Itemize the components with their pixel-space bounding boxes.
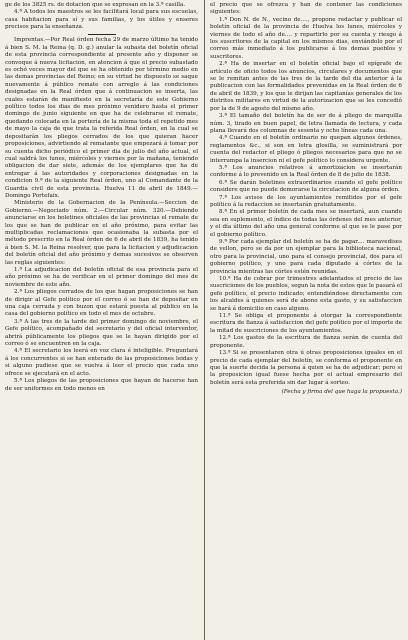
paragraph: 10.ª Ha de cobrar por trimestres adelantados el precio de las suscriciones de los pueblos, segun la nota de estos que le pasará el gefe político, el precio indicado; entendiéndose directamente con los alcaldes á quienes será de abono esta gasto, y su satisfaccion se hará á domicilio en caso alguno. xyxy=(210,276,402,312)
paragraph: 4.ª Cuando en el boletín ordinario no quepan algunos órdenes, reglamentos &c., si son en letra glosilla, se suministrará por cuenta del redactor el pliego ó pliegos necesarios para que no se interrumpa la insercion ni el gefe político lo considera urgente. xyxy=(210,135,402,164)
paragraph: el precio que se ofrezca y han de contener las condiciones siguientes: xyxy=(210,2,402,16)
paragraph: 2.ª Ha de insertar en el boletín oficial bajo el epígrafe de artículo de oficio todos los anuncios, circulares y documentos que se le remitan antes de las tres de la tarde del dia anterior á la publicacion con las formalidades prevenidas en la Real órden de 6 de abril de 1839, y los que le dirijan las capitanías generales de los distritos militares en virtud de la autorizacion que se les concedió por la de 9 de agosto del mismo año. xyxy=(210,61,402,112)
paragraph: 4.ª A todos los maestros se les facilitará local para sus escuelas, casa habitacion para sí y sus familias, y los útiles y enseres precisos para la enseñanza. xyxy=(5,9,198,31)
paragraph: 13.ª Si se presentaren otra ú otras proposiciones iguales en el precio de cada ejemplar del boletín, se conforma el proponente en que la suerte decida la persona á quien se ha de adjudicar; pero si la proposicion igual fuese hecha por el actual empresario del boletín será esta preferida sin dar lugar á sorteo. xyxy=(210,350,402,386)
paragraph: 6.ª Se darán boletines extraordinarios cuando el gefe político considere que no puede demorarse la circulacion de alguna órden. xyxy=(210,179,402,194)
paragraph: Imprentas.—Por Real órden fecha 29 de marzo último ha tenido á bien S. M. la Reina (q. D. g.) anular la subasta del boletín oficial de esta provincia correspondiente al presente año y disponer se convoque á nueva licitacion, en atencion á que el precio subastado es ochó veces mayor del que se ha obtenido por término medio en las demas provincias del Reino; en su virtud he dispuesto se saque nuevamente á público remate con arreglo á las condiciones designadas en la Real órden que á continuacion se inserta, las cuales estarán de manifiesto en la secretaría de este Gobierno político todos los dias de mes próximo venidero hasta el primer domingo de junio siguiente en que ha de celebrarse el remate, quedando colocada en la portería de la misma toda el repetido mes de mayo la caja de que trata la referida Real órden, en la cual se depositarán los pliegos cerrados de los que quieran hacer proposiciones, advirtiendo al rematante que empezará á tomar por su cuenta dicho periódico el primer dia de julio del año actual, el cual saldrá los lunes, miércoles y viernes por la mañana, teniendo obligacion de dar siete, además de los ejemplares que ha de entregar á las autoridades y corporaciones designadas en la condicion 9.ª de la siguiente Real órden, uno al Comandante de la Guardia civil de esta provincia. Huelva 11 de abril de 1849.—Domingo Portefaix. xyxy=(5,37,198,199)
left-column xyxy=(5,2,198,393)
closing-signature-line: (Fecha y firma del que haga la propuesta.) xyxy=(281,389,402,396)
paragraph: 1.ª Don N. de N., vecino de...., propone redactar y publicar el boletín oficial de la provincia de Huelva los lunes, miércoles y viernes de todo el año de.... y repartirlo por su cuenta y riesgo á los suscritores de la capital en los mismos dias, enviándolo por el correo más inmediato á los publicarse á los demas pueblos y suscritores. xyxy=(210,16,402,60)
paragraph: 11.ª Se obliga el proponente á otorgar la correspondiente escritura de fianza á satisfaccion del gefe político por el importe de la mitad de suscriciones de los ayuntamientos. xyxy=(210,313,402,334)
section-separator xyxy=(88,34,116,35)
paragraph: 3.ª El tamaño del boletín ha de ser de á pliego de marquilla núm. 3, tirado en buen papel, de letra llamada de lectura, y cada plana llevará dos columnas de sesenta y ocho líneas cada una. xyxy=(210,113,402,134)
paragraph: 8.ª En el primer boletín de cada mes se insertará, aun cuando sea en suplemento, el índice de todas las órdenes del mes anterior, y el día último del año una general conforme al que se le pase por el gobierno político. xyxy=(210,209,402,238)
paragraph: 12.ª Los gastos de la escritura de fianza serán de cuenta del proponente. xyxy=(210,335,402,349)
paragraph: 3.ª A las tres de la tarde del primer domingo de noviembre, el Gefe político, acompañado del secretario y del oficial interventor, abrirá públicamente los pliegos que se le hayan dirigido por el correo ó se encuentren en la caja. xyxy=(5,318,198,348)
paragraph: 1.ª La adjudicacion del boletín oficial de esa provincia para el año próximo se ha de verificar en el primer domingo del mes de noviembre de este año. xyxy=(5,267,198,288)
column-divider xyxy=(204,0,205,640)
paragraph: 5.ª Los pliegos de las proposiciones que hayan de hacerse han de ser uniformes en todo menos en xyxy=(5,378,198,392)
paragraph: Ministerio de la Gobernacion de la Península.—Seccion de Gobierno.—Negociado núm. 2.—Circular núm. 320.—Debiendo anunciarse en los boletines oficiales de las provincias el remate de los que se han de publicar en el año próximo, para evitar las multiplicadas reclamaciones que ocasionaba la subasta por el método prescrito en la Real órden de 6 de abril de 1839, ha tenido á bien S. M. la Reina resolver, que para la licitacion y adjudicacion del boletín oficial del año próximo y demas sucesivos se observen las reglas siguientes: xyxy=(5,200,198,266)
paragraph: 4.ª El secretario los leerá en voz clara é inteligible. Preguntará á los concurrentes si se han enterado de las proposiciones leidas y si alguno pudiese que se vuelva á leer el precio que cada uno ofrece se ejecutará en el acto. xyxy=(5,348,198,377)
paragraph: 2.ª Los pliegos cerrados de los que hagan proposiciones se han de dirigir al Gefe político por el correo ó se han de depositar en una caja cerrada y con buzon que estará puesta al público en la casa del gobierno político en todo el mes de octubre. xyxy=(5,289,198,318)
paragraph: 7.ª Los avisos de los ayuntamientos remitidos por el gefe político á la redaccion se insertarán gratuitamente. xyxy=(210,194,402,208)
right-column xyxy=(210,2,402,397)
paragraph: ge de los 3825 rs. de dotacion que se expresan en la 3.ª casilla. xyxy=(5,2,186,8)
paragraph: 5.ª Los anuncios relativos á amortizacion se insertarán conforme á lo prevenido en la Real órden de 8 de julio de 1838. xyxy=(210,164,402,179)
paragraph: 9.ª Por cada ejemplar del boletín se ha de pagar.... maravedises de vellon, pero se da por un ejemplar para la biblioteca nacional, otro para la provincial, uno para el consejo provincial, dos para el gobierno político, y uno para cada diputado á córtes de la provincia mientras las córtes estén reunidas. xyxy=(210,239,402,275)
